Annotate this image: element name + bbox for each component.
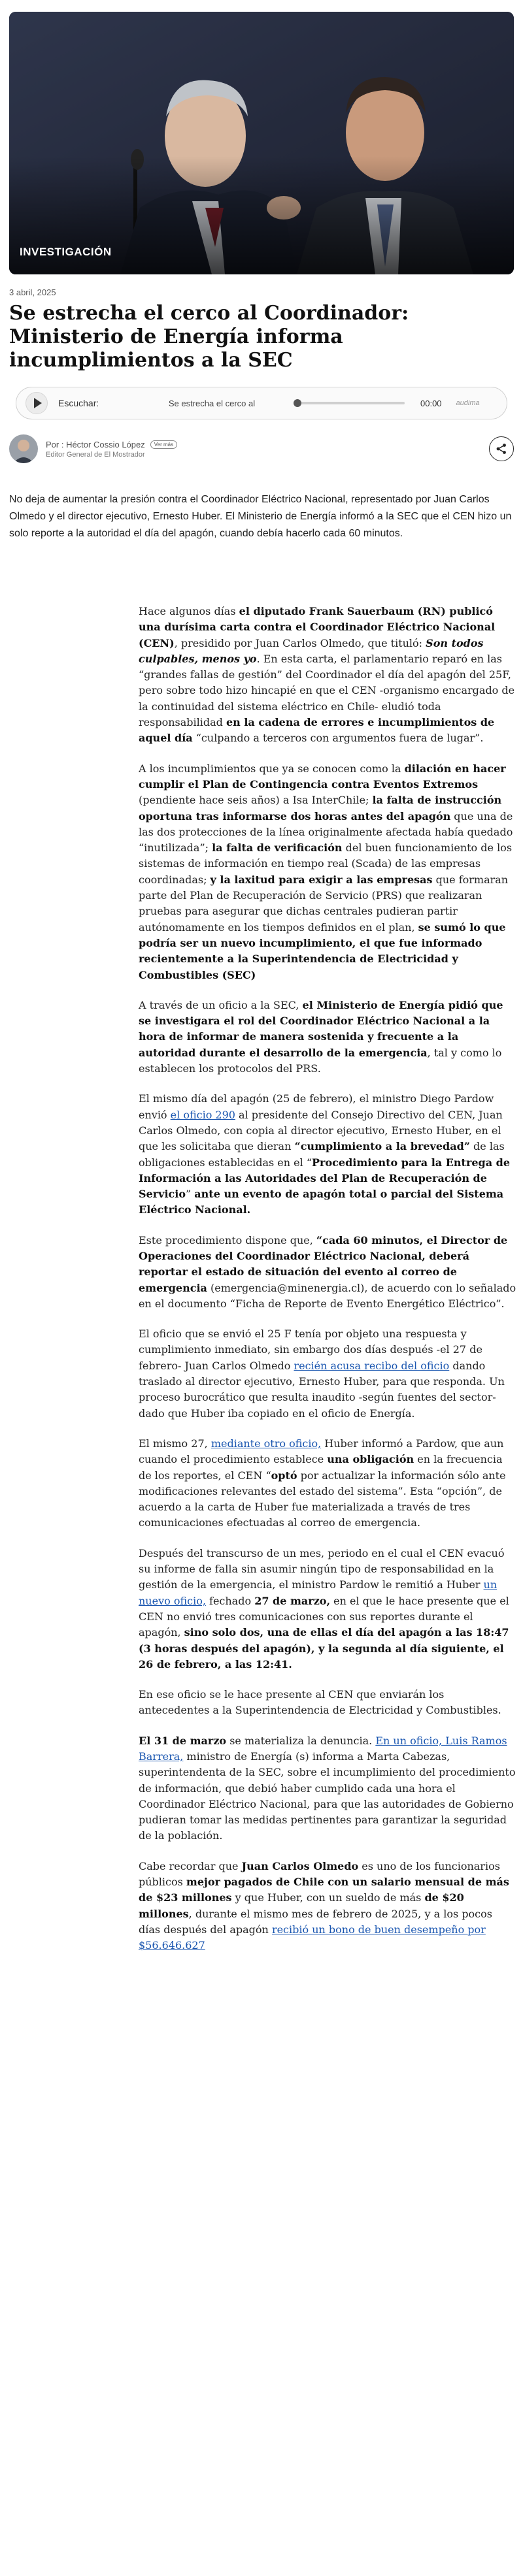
- article-body: [139, 604, 516, 1968]
- share-icon: [496, 443, 507, 455]
- paragraph: Hace algunos días el diputado Frank Sauerbaum (RN) publicó una durísima carta contra el Coordinador Eléctrico Nacional (CEN), presidido por Juan Carlos Olmedo, que tituló: Son todos culpables, menos yo. En esta carta, el parlamentario reparó en las “grandes fallas de gestión” del Coordinador el día del apagón del 25F, pero sobre todo hizo hincapié en que el CEN -organismo encargado de la continuidad del sistema eléctrico en Chile- eludió toda responsabilidad en la cadena de errores e incumplimientos de aquel día “culpando a terceros con argumentos fuera de lugar”.: [139, 605, 515, 745]
- acuse-recibo-link[interactable]: recién acusa recibo del oficio: [294, 1359, 450, 1372]
- otro-oficio-link[interactable]: mediante otro oficio,: [211, 1437, 322, 1450]
- author-role: Editor General de El Mostrador: [46, 450, 145, 459]
- play-button[interactable]: [25, 392, 48, 414]
- article-lead: No deja de aumentar la presión contra el Coordinador Eléctrico Nacional, representado por Juan Carlos Olmedo y el director ejecutivo, Ernesto Huber. El Ministerio de Energía informó a la SEC que el CEN hizo un solo reporte a la autoridad el día del apagón, cuando debía hacerlo cada 60 minutos.: [9, 494, 512, 539]
- author-name[interactable]: Por : Héctor Cossio López: [46, 439, 145, 449]
- oficio-ramos-link[interactable]: En un oficio, Luis Ramos Barrera,: [139, 1734, 507, 1763]
- paragraph: A través de un oficio a la SEC, el Ministerio de Energía pidió que se investigara el rol del Coordinador Eléctrico Nacional a la hora de informar de manera sostenida y frecuente a la autoridad durante el desarrollo de la emergencia, tal y como lo establecen los protocolos del PRS.: [139, 998, 503, 1075]
- publish-date: 3 abril, 2025: [9, 287, 56, 297]
- listen-label: Escuchar:: [58, 398, 99, 408]
- paragraph: Este procedimiento dispone que, “cada 60 minutos, el Director de Operaciones del Coordinador Eléctrico Nacional, deberá reportar el estado de situación del evento al correo de emergencia (emergencia@minenergia.cl), de acuerdo con lo señalado en el documento “Ficha de Reporte de Evento Energético Eléctrico”.: [139, 1233, 516, 1310]
- audio-player: [16, 387, 507, 419]
- paragraph: El mismo 27, mediante otro oficio, Huber informó a Pardow, que aun cuando el procedimiento establece una obligación en la frecuencia de los reportes, el CEN “optó por actualizar la información sólo ante modificaciones relevantes del estado del sistema”. Esta “opción”, de acuerdo a la carta de Huber fue materializada a través de tres comunicaciones efectuadas al correo de emergencia.: [139, 1437, 506, 1529]
- paragraph: Después del transcurso de un mes, periodo en el cual el CEN evacuó su informe de falla sin asumir ningún tipo de responsabilidad en la gestión de la emergencia, el ministro Pardow le remitió a Huber un nuevo oficio, fechado 27 de marzo, en el que le hace presente que el CEN no envió tres comunicaciones con sus reportes durante el apagón, sino solo dos, una de ellas el día del apagón a las 18:47 (3 horas después del apagón), y la segunda al día siguiente, el 26 de febrero, a las 12:41.: [139, 1546, 509, 1671]
- article-headline: Se estrecha el cerco al Coordinador: Ministerio de Energía informa incumplimientos a la SEC: [9, 302, 409, 372]
- oficio-290-link[interactable]: el oficio 290: [170, 1108, 235, 1121]
- paragraph: El oficio que se envió el 25 F tenía por objeto una respuesta y cumplimiento inmediato, sin embargo dos días después -el 27 de febrero- Juan Carlos Olmedo recién acusa recibo del oficio dando traslado al director ejecutivo, Ernesto Huber, para que responda. Un proceso burocrático que resulta inaudito -según fuentes del sector- dado que Huber iba copiado en el oficio de Energía.: [139, 1328, 505, 1420]
- nuevo-oficio-link[interactable]: un nuevo oficio,: [139, 1578, 498, 1607]
- play-icon: [34, 398, 42, 408]
- paragraph: En ese oficio se le hace presente al CEN que enviarán los antecedentes a la Superintendencia de Electricidad y Combustibles.: [139, 1688, 501, 1717]
- avatar[interactable]: [9, 434, 38, 463]
- hero-image: [9, 12, 514, 274]
- see-more-button[interactable]: Ver más: [150, 440, 177, 449]
- share-button[interactable]: [489, 436, 514, 461]
- progress-slider[interactable]: [294, 402, 405, 404]
- player-brand: audima: [456, 399, 480, 407]
- paragraph: El 31 de marzo se materializa la denuncia. En un oficio, Luis Ramos Barrera, ministro de Energía (s) informa a Marta Cabezas, superintendenta de la SEC, sobre el incumplimiento del procedimiento de información, que debió haber cumplido cada una hora el Coordinador Eléctrico Nacional, para que las autoridades de Gobierno pudieran tomar las medidas pertinentes para garantizar la seguridad de la población.: [139, 1734, 516, 1842]
- paragraph: A los incumplimientos que ya se conocen como la dilación en hacer cumplir el Plan de Contingencia contra Eventos Extremos (pendiente hace seis años) a Isa InterChile; la falta de instrucción oportuna tras informarse dos horas antes del apagón que una de las dos protecciones de la línea originalmente afectada había quedado “inutilizada”; la falta de verificación del buen funcionamiento de los sistemas de información en tiempo real (Scada) de las empresas coordinadas; y la laxitud para exigir a las empresas que formaran parte del Plan de Recuperación de Servicio (PRS) que realizaran pruebas para asegurar que dichas centrales pudieran partir autónomamente en los tiempos definidos en el plan, se sumó lo que podría ser un nuevo incumplimiento, el que fue informado recientemente a la Superintendencia de Electricidad y Combustibles (SEC): [139, 762, 513, 981]
- bono-link[interactable]: recibió un bono de buen desempeño por $56.646.627: [139, 1923, 486, 1952]
- progress-thumb[interactable]: [294, 399, 301, 407]
- player-time: 00:00: [420, 398, 442, 408]
- author-byline: [9, 434, 514, 464]
- paragraph: Cabe recordar que Juan Carlos Olmedo es uno de los funcionarios públicos mejor pagados de Chile con un salario mensual de más de $23 millones y que Huber, con un sueldo de más de $20 millones, durante el mismo mes de febrero de 2025, y a los pocos días después del apagón recibió un bono de buen desempeño por $56.646.627: [139, 1859, 509, 1952]
- hero-photo: [9, 12, 514, 274]
- category-badge[interactable]: INVESTIGACIÓN: [20, 246, 112, 258]
- paragraph: El mismo día del apagón (25 de febrero), el ministro Diego Pardow envió el oficio 290 al presidente del Consejo Directivo del CEN, Juan Carlos Olmedo, con copia al director ejecutivo, Ernesto Huber, en el que les solicitaba que dieran “cumplimiento a la brevedad” de las obligaciones establecidas en el “Procedimiento para la Entrega de Información a las Autoridades del Plan de Recuperación de Servicio” ante un evento de apagón total o parcial del Sistema Eléctrico Nacional.: [139, 1092, 511, 1216]
- track-title: Se estrecha el cerco al: [168, 398, 256, 408]
